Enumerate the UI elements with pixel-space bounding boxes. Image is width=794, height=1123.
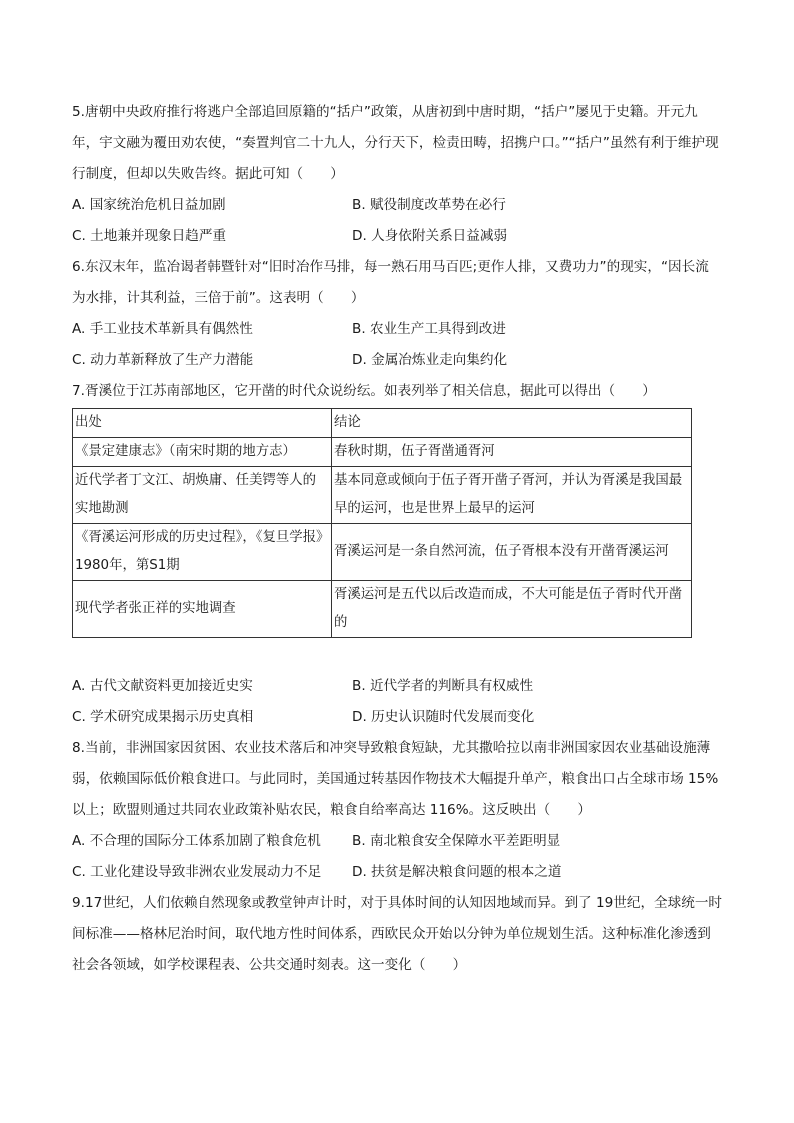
question-8-options — [72, 826, 722, 888]
question-6-stem: 6.东汉末年，监冶谒者韩暨针对“旧时冶作马排，每一熟石用马百匹;更作人排，又费功力”的现实，“因长流为水排，计其利益，三倍于前”。这表明（ ） — [72, 259, 709, 306]
table-header: 结论 — [332, 409, 692, 438]
table-cell-source: 近代学者丁文江、胡焕庸、任美锷等人的实地勘测 — [73, 467, 332, 524]
option-a[interactable]: A. 不合理的国际分工体系加剧了粮食危机 — [72, 833, 321, 849]
option-a[interactable]: A. 古代文献资料更加接近史实 — [72, 678, 253, 694]
option-c[interactable]: C. 学术研究成果揭示历史真相 — [72, 709, 254, 725]
option-b[interactable]: B. 近代学者的判断具有权威性 — [352, 678, 534, 694]
table-row — [73, 438, 692, 467]
option-c[interactable]: C. 工业化建设导致非洲农业发展动力不足 — [72, 864, 322, 880]
option-c[interactable]: C. 动力革新释放了生产力潜能 — [72, 352, 254, 368]
table-cell-conclusion: 胥溪运河是一条自然河流，伍子胥根本没有开凿胥溪运河 — [332, 524, 692, 581]
option-d[interactable]: D. 人身依附关系日益减弱 — [352, 228, 508, 244]
table-header-row — [73, 409, 692, 438]
source-table — [72, 408, 692, 638]
option-b[interactable]: B. 赋役制度改革势在必行 — [352, 197, 506, 213]
table-row — [73, 581, 692, 638]
question-5-stem: 5.唐朝中央政府推行将逃户全部追回原籍的“括户”政策，从唐初到中唐时期，“括户”屡见于史籍。开元九年，宇文融为覆田劝农使，“奏置判官二十九人，分行天下，检责田畴，招携户口。”“括户”虽然有利于维护现行制度，但却以失败告终。据此可知（ ） — [72, 104, 719, 182]
spacer — [72, 638, 722, 671]
table-cell-conclusion: 春秋时期，伍子胥凿通胥河 — [332, 438, 692, 467]
option-d[interactable]: D. 扶贫是解决粮食问题的根本之道 — [352, 864, 562, 880]
question-9-stem: 9.17世纪，人们依赖自然现象或教堂钟声计时，对于具体时间的认知因地域而异。到了 19世纪，全球统一时间标准——格林尼治时间，取代地方性时间体系，西欧民众开始以分钟为单位规划生活。这种标准化渗透到社会各领域，如学校课程表、公共交通时刻表。这一变化（ ） — [72, 895, 723, 973]
table-row — [73, 524, 692, 581]
table-header: 出处 — [73, 409, 332, 438]
option-d[interactable]: D. 金属冶炼业走向集约化 — [352, 352, 508, 368]
question-7-stem: 7.胥溪位于江苏南部地区，它开凿的时代众说纷纭。如表列举了相关信息，据此可以得出（ ） — [72, 383, 656, 399]
question-7-options — [72, 671, 722, 733]
table-cell-source: 现代学者张正祥的实地调查 — [73, 581, 332, 638]
table-cell-conclusion: 胥溪运河是五代以后改造而成，不大可能是伍子胥时代开凿的 — [332, 581, 692, 638]
option-c[interactable]: C. 土地兼并现象日趋严重 — [72, 228, 227, 244]
table-row — [73, 467, 692, 524]
option-b[interactable]: B. 农业生产工具得到改进 — [352, 321, 506, 337]
table-cell-source: 《胥溪运河形成的历史过程》，《复旦学报》1980年，第S1期 — [73, 524, 332, 581]
table-cell-conclusion: 基本同意或倾向于伍子胥开凿子胥河，并认为胥溪是我国最早的运河，也是世界上最早的运河 — [332, 467, 692, 524]
option-b[interactable]: B. 南北粮食安全保障水平差距明显 — [352, 833, 561, 849]
question-5-options — [72, 190, 722, 252]
option-a[interactable]: A. 国家统治危机日益加剧 — [72, 197, 226, 213]
exam-page — [72, 97, 722, 981]
option-a[interactable]: A. 手工业技术革新具有偶然性 — [72, 321, 253, 337]
option-d[interactable]: D. 历史认识随时代发展而变化 — [352, 709, 535, 725]
table-cell-source: 《景定建康志》（南宋时期的地方志） — [73, 438, 332, 467]
question-8-stem: 8.当前，非洲国家因贫困、农业技术落后和冲突导致粮食短缺，尤其撒哈拉以南非洲国家因农业基础设施薄弱，依赖国际低价粮食进口。与此同时，美国通过转基因作物技术大幅提升单产，粮食出口占全球市场 15%以上；欧盟则通过共同农业政策补贴农民，粮食自给率高达 116%。这反映出（ ） — [72, 740, 719, 818]
question-6-options — [72, 314, 722, 376]
